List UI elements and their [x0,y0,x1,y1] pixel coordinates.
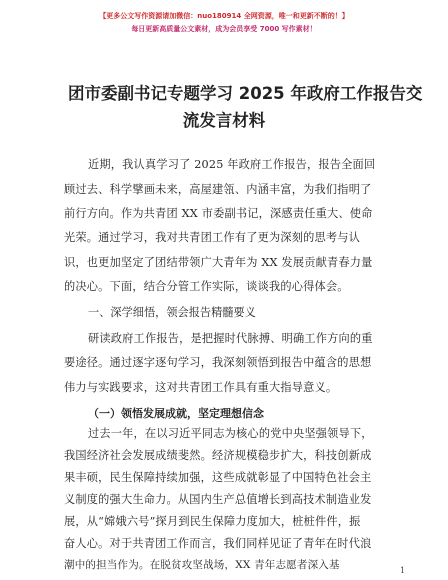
paragraph-line: 过去一年，在以习近平同志为核心的党中央坚强领导下， [88,427,373,440]
paragraph-line: 顾过去、科学擘画未来，高屋建瓴、内涵丰富，为我们指明了 [64,183,372,196]
paragraph-line: 前行方向。作为共青团 XX 市委副书记，深感责任重大、使命 [64,207,373,220]
paragraph-line: 奋人心。对于共青团工作而言，我们同样见证了青年在时代浪 [64,537,372,550]
subsection-heading: （一）领悟发展成就，坚定理想信念 [88,407,264,420]
paragraph-line: 义制度的强大生命力。从国内生产总值增长到高技术制造业发 [64,493,372,506]
paragraph-line: 光荣。通过学习，我对共青团工作有了更为深刻的思考与认 [64,231,361,244]
paragraph-line: 识，也更加坚定了团结带领广大青年为 XX 发展贡献青春力量 [64,256,373,269]
paragraph-line: 的决心。下面，结合分管工作实际，谈谈我的心得体会。 [64,280,349,293]
section-heading: 一、深学细悟，领会报告精髓要义 [88,306,256,319]
page-number: 1 [400,566,406,575]
paragraph-line: 展，从“嫦娥六号”探月到民生保障力度加大，桩桩件件，振 [64,515,361,528]
paragraph-line: 果丰硕，民生保障持续加强，这些成就彰显了中国特色社会主 [64,471,372,484]
paragraph-line: 我国经济社会发展成绩斐然。经济规模稳步扩大，科技创新成 [64,449,372,462]
paragraph-line: 近期，我认真学习了 2025 年政府工作报告，报告全面回 [88,158,376,171]
paragraph-line: 研读政府工作报告，是把握时代脉搏、明确工作方向的重 [88,332,373,345]
promo-banner-line-1: 【更多公文写作资源请加微信：nuo180914 全网资源，唯一和更新不断的！】 [99,12,349,20]
promo-banner-line-2: 每日更新高质量公文素材，成为会员享受 7000 写作素材！ [131,25,317,33]
document-title-line-2: 流发言材料 [182,111,266,130]
document-title-line-1: 团市委副书记专题学习 2025 年政府工作报告交 [68,84,423,103]
paragraph-line: 伟力与实践要求，这对共青团工作具有重大指导意义。 [64,381,338,394]
paragraph-line: 潮中的担当作为。在脱贫攻坚战场，XX 青年志愿者深入基 [64,559,340,571]
paragraph-line: 要途径。通过逐字逐句学习，我深刻领悟到报告中蕴含的思想 [64,356,372,369]
